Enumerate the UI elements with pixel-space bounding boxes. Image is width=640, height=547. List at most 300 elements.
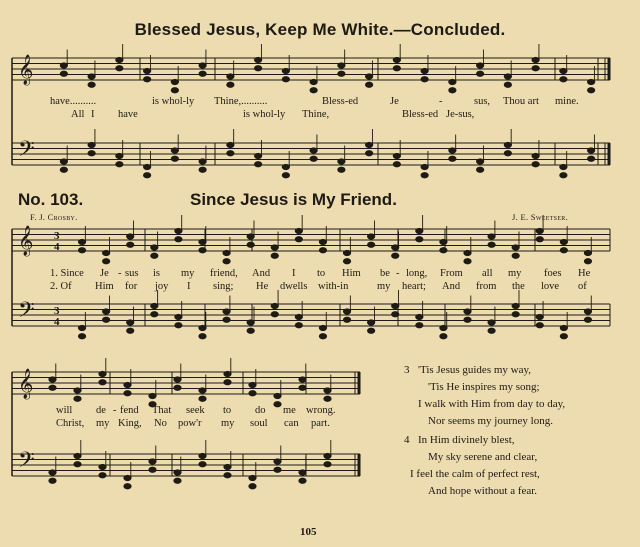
notehead [488, 242, 495, 247]
notehead [295, 314, 302, 319]
lyric: Him [95, 281, 114, 292]
notehead [124, 382, 131, 387]
notehead [99, 473, 106, 478]
notehead [488, 328, 495, 333]
notehead [74, 388, 81, 393]
notehead [282, 164, 289, 169]
notehead [464, 317, 471, 322]
lyric: King, [118, 418, 142, 429]
notehead [324, 396, 331, 401]
lyric: my [508, 268, 522, 279]
clef-icon: 𝄢 [18, 137, 35, 167]
stanza-line: I walk with Him from day to day, [418, 398, 566, 410]
lyric: No [154, 418, 167, 429]
notehead [416, 237, 423, 242]
lyric: - [396, 268, 400, 279]
stanza-line: 'Tis Jesus guides my way, [418, 364, 532, 376]
notehead [282, 68, 289, 73]
notehead [324, 462, 331, 467]
notehead [151, 245, 158, 250]
notehead [584, 317, 591, 322]
lyric: Bless-ed [402, 109, 439, 120]
notehead [274, 467, 281, 472]
notehead [324, 388, 331, 393]
lyric: long, [406, 268, 428, 279]
notehead [127, 320, 134, 325]
notehead [151, 303, 158, 308]
notehead [171, 148, 178, 153]
clef-icon: 𝄞 [18, 226, 34, 256]
notehead [299, 377, 306, 382]
stanza-line: My sky serene and clear, [428, 451, 538, 463]
lyric: de [96, 405, 106, 416]
notehead [310, 88, 317, 93]
notehead [199, 462, 206, 467]
notehead [477, 159, 484, 164]
notehead [144, 77, 151, 82]
lyric: be [380, 268, 390, 279]
notehead [449, 156, 456, 161]
notehead [144, 173, 151, 178]
notehead [274, 402, 281, 407]
notehead [299, 470, 306, 475]
notehead [588, 79, 595, 84]
notehead [440, 239, 447, 244]
notehead [116, 153, 123, 158]
notehead [103, 317, 110, 322]
notehead [249, 391, 256, 396]
notehead [74, 396, 81, 401]
lyric: sing; [213, 281, 234, 292]
notehead [124, 475, 131, 480]
notehead [560, 173, 567, 178]
notehead [249, 484, 256, 489]
notehead [299, 478, 306, 483]
lyric: seek [186, 405, 205, 416]
notehead [124, 484, 131, 489]
notehead [99, 464, 106, 469]
notehead [440, 325, 447, 330]
notehead [60, 71, 67, 76]
notehead [199, 453, 206, 458]
notehead [124, 391, 131, 396]
stanza-line: 'Tis He inspires my song; [428, 381, 540, 393]
lyric: 1. Since [50, 268, 84, 279]
notehead [421, 77, 428, 82]
notehead [319, 239, 326, 244]
notehead [175, 314, 182, 319]
notehead [271, 303, 278, 308]
notehead [512, 245, 519, 250]
notehead [49, 385, 56, 390]
lyric: of [578, 281, 587, 292]
notehead [512, 253, 519, 258]
notehead [174, 385, 181, 390]
lyric: for [125, 281, 138, 292]
notehead [49, 470, 56, 475]
notehead [144, 68, 151, 73]
notehead [149, 459, 156, 464]
notehead [144, 164, 151, 169]
notehead [449, 148, 456, 153]
notehead [366, 82, 373, 87]
notehead [343, 250, 350, 255]
notehead [171, 88, 178, 93]
notehead [504, 82, 511, 87]
lyric: me [283, 405, 296, 416]
notehead [149, 393, 156, 398]
notehead [449, 79, 456, 84]
notehead [199, 159, 206, 164]
notehead [532, 57, 539, 62]
lyric: He [578, 268, 591, 279]
notehead [560, 334, 567, 339]
notehead [199, 71, 206, 76]
notehead [282, 173, 289, 178]
notehead [295, 237, 302, 242]
notehead [324, 453, 331, 458]
notehead [512, 303, 519, 308]
notehead [127, 234, 134, 239]
notehead [99, 371, 106, 376]
lyric: can [284, 418, 299, 429]
notehead [464, 250, 471, 255]
notehead [393, 66, 400, 71]
page-number: 105 [300, 526, 317, 538]
notehead [343, 259, 350, 264]
notehead [393, 162, 400, 167]
notehead [532, 153, 539, 158]
notehead [504, 151, 511, 156]
clef-icon: 𝄢 [18, 298, 35, 328]
lyric: the [512, 281, 525, 292]
notehead [224, 464, 231, 469]
lyric: do [255, 405, 266, 416]
notehead [247, 320, 254, 325]
notehead [368, 328, 375, 333]
notehead [74, 462, 81, 467]
lyric: have [118, 109, 138, 120]
notehead [588, 148, 595, 153]
lyric: Je [390, 96, 399, 107]
lyric: Je [100, 268, 109, 279]
notehead [255, 66, 262, 71]
notehead [310, 148, 317, 153]
notehead [338, 159, 345, 164]
lyric: Je-sus, [446, 109, 475, 120]
notehead [338, 71, 345, 76]
notehead [464, 309, 471, 314]
notehead [536, 323, 543, 328]
lyric: - [439, 96, 443, 107]
lyric: with-in [318, 281, 349, 292]
notehead [338, 63, 345, 68]
notehead [199, 334, 206, 339]
notehead [88, 151, 95, 156]
notehead [536, 228, 543, 233]
lyric: That [152, 405, 172, 416]
notehead [560, 68, 567, 73]
lyric: foes [544, 268, 562, 279]
notehead [227, 151, 234, 156]
stanza-line: In Him divinely blest, [418, 434, 515, 446]
lyric: will [56, 405, 73, 416]
clef-icon: 𝄢 [18, 448, 35, 478]
notehead [223, 317, 230, 322]
notehead [588, 88, 595, 93]
notehead [299, 385, 306, 390]
notehead [392, 253, 399, 258]
lyric: from [476, 281, 497, 292]
time-signature: 3 [54, 305, 60, 317]
notehead [249, 382, 256, 387]
lyric: - [113, 405, 117, 416]
lyric: sus [125, 268, 139, 279]
lyric: All [71, 109, 85, 120]
notehead [74, 453, 81, 458]
notehead [149, 467, 156, 472]
notehead [560, 77, 567, 82]
lyric: my [181, 268, 195, 279]
lyric: mine. [555, 96, 579, 107]
lyric: And [442, 281, 461, 292]
clef-icon: 𝄞 [18, 369, 34, 399]
notehead [343, 309, 350, 314]
notehead [175, 228, 182, 233]
lyric: is [153, 268, 161, 279]
notehead [255, 57, 262, 62]
notehead [588, 156, 595, 161]
notehead [532, 66, 539, 71]
notehead [227, 82, 234, 87]
notehead [416, 314, 423, 319]
lyric: Him [342, 268, 361, 279]
notehead [536, 314, 543, 319]
notehead [199, 63, 206, 68]
notehead [116, 66, 123, 71]
notehead [174, 478, 181, 483]
notehead [78, 248, 85, 253]
lyric: to [223, 405, 232, 416]
lyric: - [118, 268, 122, 279]
notehead [249, 475, 256, 480]
notehead [60, 159, 67, 164]
notehead [175, 237, 182, 242]
notehead [127, 242, 134, 247]
notehead [477, 63, 484, 68]
notehead [512, 312, 519, 317]
lyric: Christ, [56, 418, 85, 429]
time-signature: 4 [54, 241, 60, 253]
notehead [440, 248, 447, 253]
notehead [103, 259, 110, 264]
notehead [295, 323, 302, 328]
notehead [271, 312, 278, 317]
notehead [88, 142, 95, 147]
lyric: He [256, 281, 269, 292]
lyric: fend [120, 405, 139, 416]
notehead [392, 245, 399, 250]
notehead [477, 167, 484, 172]
notehead [560, 164, 567, 169]
time-signature: 3 [54, 230, 60, 242]
notehead [464, 259, 471, 264]
lyric: sus, [474, 96, 491, 107]
notehead [440, 334, 447, 339]
lyric: And [252, 268, 271, 279]
notehead [536, 237, 543, 242]
lyric: Thine, [302, 109, 330, 120]
notehead [255, 153, 262, 158]
notehead [319, 334, 326, 339]
notehead [271, 253, 278, 258]
lyric: is whol-ly [243, 109, 286, 120]
notehead [449, 88, 456, 93]
notehead [584, 250, 591, 255]
notehead [488, 320, 495, 325]
notehead [199, 248, 206, 253]
notehead [421, 68, 428, 73]
hymn-title: Since Jesus is My Friend. [190, 190, 397, 209]
lyric: is whol-ly [152, 96, 195, 107]
lyric: From [440, 268, 463, 279]
lyric: love [541, 281, 560, 292]
notehead [310, 156, 317, 161]
notehead [103, 309, 110, 314]
notehead [366, 142, 373, 147]
notehead [421, 164, 428, 169]
stanza-number: 4 [404, 434, 410, 446]
notehead [78, 334, 85, 339]
notehead [199, 167, 206, 172]
notehead [477, 71, 484, 76]
notehead [247, 328, 254, 333]
notehead [366, 74, 373, 79]
notehead [584, 309, 591, 314]
notehead [488, 234, 495, 239]
notehead [199, 325, 206, 330]
page-title: Blessed Jesus, Keep Me White.—Concluded. [134, 20, 506, 39]
lyric: I [187, 281, 191, 292]
notehead [310, 79, 317, 84]
notehead [319, 248, 326, 253]
notehead [393, 57, 400, 62]
notehead [127, 328, 134, 333]
lyric: I [91, 109, 95, 120]
lyric: friend, [210, 268, 238, 279]
lyric: heart; [402, 281, 426, 292]
notehead [103, 250, 110, 255]
lyric: joy [155, 281, 169, 292]
notehead [584, 259, 591, 264]
notehead [60, 167, 67, 172]
notehead [151, 253, 158, 258]
hymn-number: No. 103. [18, 190, 84, 209]
notehead [255, 162, 262, 167]
notehead [199, 388, 206, 393]
notehead [49, 377, 56, 382]
notehead [532, 162, 539, 167]
lyric: Bless-ed [322, 96, 359, 107]
stanza-line: I feel the calm of perfect rest, [410, 468, 540, 480]
lyric: my [377, 281, 391, 292]
notehead [421, 173, 428, 178]
notehead [271, 245, 278, 250]
notehead [171, 79, 178, 84]
lyric: I [292, 268, 296, 279]
notehead [343, 317, 350, 322]
notehead [223, 250, 230, 255]
notehead [60, 63, 67, 68]
notehead [274, 459, 281, 464]
lyric: my [221, 418, 235, 429]
notehead [224, 473, 231, 478]
notehead [227, 74, 234, 79]
music-credit: J. E. Sweetser. [512, 212, 569, 222]
notehead [199, 396, 206, 401]
notehead [175, 323, 182, 328]
notehead [224, 380, 231, 385]
lyric: my [96, 418, 110, 429]
notehead [174, 377, 181, 382]
notehead [504, 142, 511, 147]
notehead [392, 312, 399, 317]
notehead [88, 74, 95, 79]
stanza-line: Nor seems my journey long. [428, 415, 553, 427]
notehead [368, 320, 375, 325]
notehead [78, 325, 85, 330]
notehead [338, 167, 345, 172]
time-signature: 4 [54, 316, 60, 328]
notehead [366, 151, 373, 156]
lyric: 2. Of [50, 281, 72, 292]
lyric: have.......... [50, 96, 97, 107]
notehead [223, 309, 230, 314]
notehead [224, 371, 231, 376]
notehead [116, 57, 123, 62]
notehead [247, 234, 254, 239]
lyric: soul [250, 418, 268, 429]
notehead [116, 162, 123, 167]
notehead [227, 142, 234, 147]
notehead [99, 380, 106, 385]
notehead [247, 242, 254, 247]
notehead [223, 259, 230, 264]
notehead [319, 325, 326, 330]
notehead [78, 239, 85, 244]
notehead [171, 156, 178, 161]
notehead [274, 393, 281, 398]
notehead [560, 248, 567, 253]
lyric: Thine,.......... [214, 96, 268, 107]
notehead [368, 234, 375, 239]
lyric: to [317, 268, 326, 279]
notehead [504, 74, 511, 79]
notehead [368, 242, 375, 247]
notehead [49, 478, 56, 483]
stanza-number: 3 [404, 364, 410, 376]
stanza-line: And hope without a fear. [428, 485, 538, 497]
words-credit: F. J. Crosby. [30, 212, 78, 222]
clef-icon: 𝄞 [18, 55, 34, 85]
notehead [295, 228, 302, 233]
notehead [174, 470, 181, 475]
lyric: part. [311, 418, 330, 429]
lyric: Thou art [503, 96, 539, 107]
notehead [282, 77, 289, 82]
notehead [416, 228, 423, 233]
notehead [199, 239, 206, 244]
